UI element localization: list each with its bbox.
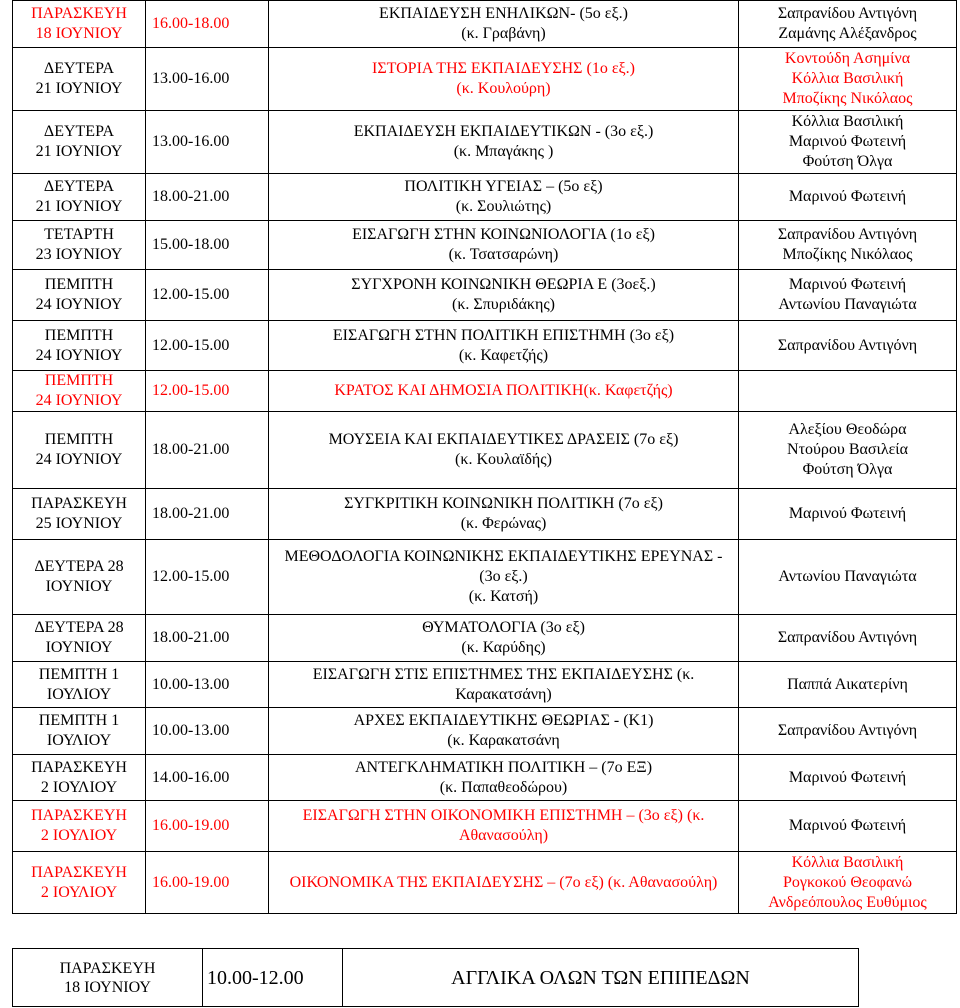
exam-schedule-table — [12, 0, 957, 914]
english-exam-day: ΠΑΡΑΣΚΕΥΗ — [59, 959, 156, 977]
course-professor: (κ. Παπαθεοδώρου) — [439, 778, 568, 796]
course-professor: (κ. Σουλιώτης) — [455, 198, 552, 215]
examiners-cell — [739, 540, 957, 615]
course-professor: (κ. Καρύδης) — [461, 639, 546, 656]
course-professor: (κ. Σπυριδάκης) — [451, 296, 555, 313]
exam-time: 10.00-13.00 — [146, 662, 269, 708]
course-cell — [269, 371, 739, 412]
examiner-name: Μαρινού Φωτεινή — [788, 768, 907, 786]
exam-day: ΔΕΥΤΕΡΑ — [43, 178, 115, 195]
course-title: ΕΚΠΑΙΔΕΥΣΗ ΕΝΗΛΙΚΩΝ- (5ο εξ.) — [379, 5, 628, 22]
examiners-cell — [739, 755, 957, 801]
exam-day: ΠΑΡΑΣΚΕΥΗ — [31, 863, 127, 881]
examiner-name: Μποζίκης Νικόλαος — [782, 90, 913, 107]
course-title: ΑΡΧΕΣ ΕΚΠΑΙΔΕΥΤΙΚΗΣ ΘΕΩΡΙΑΣ - (Κ1) — [353, 712, 654, 729]
exam-time: 18.00-21.00 — [146, 489, 269, 540]
exam-day-cell — [13, 708, 146, 755]
exam-date: ΙΟΥΛΙΟΥ — [46, 685, 112, 703]
schedule-row — [13, 48, 957, 111]
exam-day: ΠΑΡΑΣΚΕΥΗ — [31, 758, 127, 776]
examiners-cell — [739, 321, 957, 371]
course-professor: (κ. Κουλούρη) — [456, 80, 551, 97]
examiners-cell — [739, 662, 957, 708]
exam-date: 21 ΙΟΥΝΙΟΥ — [35, 80, 123, 97]
course-title: ΕΙΣΑΓΩΓΗ ΣΤΗΝ ΚΟΙΝΩΝΙΟΛΟΓΙΑ (1ο εξ) — [352, 226, 655, 243]
course-title: ΚΡΑΤΟΣ ΚΑΙ ΔΗΜΟΣΙΑ ΠΟΛΙΤΙΚΗ(κ. Καφετζής) — [334, 382, 673, 399]
english-exam-day-cell — [13, 949, 203, 1007]
course-cell — [269, 321, 739, 371]
course-professor: (κ. Κουλαϊδής) — [455, 451, 552, 468]
course-professor: (κ. Καφετζής) — [458, 346, 549, 364]
exam-time: 12.00-15.00 — [146, 371, 269, 412]
english-exam-table — [12, 948, 859, 1007]
exam-date: 18 ΙΟΥΝΙΟΥ — [35, 25, 123, 42]
exam-time: 12.00-15.00 — [146, 321, 269, 371]
examiner-name: Κόλλια Βασιλική — [791, 70, 904, 87]
exam-day: ΠΕΜΠΤΗ — [44, 372, 114, 389]
examiners-cell — [739, 801, 957, 852]
examiners-cell — [739, 708, 957, 755]
course-title: ΜΟΥΣΕΙΑ ΚΑΙ ΕΚΠΑΙΔΕΥΤΙΚΕΣ ΔΡΑΣΕΙΣ (7ο εξ) — [328, 431, 679, 448]
course-title: ΕΚΠΑΙΔΕΥΣΗ ΕΚΠΑΙΔΕΥΤΙΚΩΝ - (3ο εξ.) — [353, 123, 654, 140]
exam-time: 16.00-19.00 — [146, 852, 269, 914]
examiner-name: Αντωνίου Παναγιώτα — [778, 296, 917, 313]
course-title: ΣΥΓΚΡΙΤΙΚΗ ΚΟΙΝΩΝΙΚΗ ΠΟΛΙΤΙΚΗ (7ο εξ) — [344, 495, 663, 512]
exam-date: 24 ΙΟΥΝΙΟΥ — [35, 346, 123, 364]
exam-day: ΔΕΥΤΕΡΑ — [43, 60, 115, 77]
exam-day: ΠΕΜΠΤΗ — [44, 276, 114, 293]
exam-day-cell — [13, 852, 146, 914]
examiners-cell — [739, 852, 957, 914]
examiner-name: Ρογκοκού Θεοφανώ — [783, 873, 912, 891]
exam-time: 12.00-15.00 — [146, 270, 269, 321]
course-cell — [269, 615, 739, 662]
course-cell — [269, 270, 739, 321]
examiners-cell — [739, 371, 957, 412]
course-professor: (κ. Γραβάνη) — [461, 25, 546, 42]
course-title: ΑΝΤΕΓΚΛΗΜΑΤΙΚΗ ΠΟΛΙΤΙΚΗ – (7ο ΕΞ) — [354, 758, 653, 776]
examiner-name: Σαπρανίδου Αντιγόνη — [777, 226, 918, 243]
course-cell — [269, 801, 739, 852]
exam-date: 24 ΙΟΥΝΙΟΥ — [35, 451, 123, 468]
exam-date: 21 ΙΟΥΝΙΟΥ — [35, 143, 123, 160]
exam-day-cell — [13, 111, 146, 174]
examiner-name: Αντωνίου Παναγιώτα — [778, 568, 917, 585]
course-cell — [269, 540, 739, 615]
english-exam-date: 18 ΙΟΥΝΙΟΥ — [64, 978, 151, 996]
exam-day-cell — [13, 321, 146, 371]
schedule-row — [13, 412, 957, 489]
examiner-name: Σαπρανίδου Αντιγόνη — [777, 629, 918, 646]
schedule-row — [13, 801, 957, 852]
examiner-name: Σαπρανίδου Αντιγόνη — [777, 722, 918, 739]
course-title: ΘΥΜΑΤΟΛΟΓΙΑ (3ο εξ) — [422, 619, 585, 636]
examiner-name: Ανδρεόπουλος Ευθύμιος — [768, 893, 927, 911]
examiner-name: Παππά Αικατερίνη — [787, 675, 908, 693]
course-cell — [269, 708, 739, 755]
schedule-row — [13, 489, 957, 540]
course-cell — [269, 489, 739, 540]
exam-day-cell — [13, 540, 146, 615]
examiner-name: Μαρινού Φωτεινή — [788, 505, 907, 522]
schedule-row — [13, 371, 957, 412]
examiner-name: Κοντούδη Ασημίνα — [784, 50, 911, 67]
examiner-name: Φούτση Όλγα — [802, 461, 893, 478]
schedule-row — [13, 615, 957, 662]
course-professor: (κ. Καρακατσάνη — [447, 732, 560, 749]
schedule-row — [13, 270, 957, 321]
exam-time: 16.00-18.00 — [146, 1, 269, 48]
course-cell — [269, 662, 739, 708]
course-title: ΟΙΚΟΝΟΜΙΚΑ ΤΗΣ ΕΚΠΑΙΔΕΥΣΗΣ – (7ο εξ) (κ. Αθανασούλη) — [289, 873, 718, 891]
exam-day-cell — [13, 755, 146, 801]
exam-date: 25 ΙΟΥΝΙΟΥ — [35, 515, 123, 532]
exam-date: ΙΟΥΝΙΟΥ — [45, 639, 113, 656]
schedule-row — [13, 221, 957, 270]
exam-day-cell — [13, 489, 146, 540]
schedule-row — [13, 321, 957, 371]
course-title: ΜΕΘΟΔΟΛΟΓΙΑ ΚΟΙΝΩΝΙΚΗΣ ΕΚΠΑΙΔΕΥΤΙΚΗΣ ΕΡΕΥΝΑΣ - (3ο εξ.) — [284, 548, 723, 585]
course-cell — [269, 1, 739, 48]
exam-date: 21 ΙΟΥΝΙΟΥ — [35, 198, 123, 215]
exam-date: 23 ΙΟΥΝΙΟΥ — [35, 246, 123, 263]
examiner-name: Σαπρανίδου Αντιγόνη — [777, 336, 918, 354]
course-professor: (κ. Τσατσαρώνη) — [448, 246, 559, 263]
exam-time: 14.00-16.00 — [146, 755, 269, 801]
english-exam-row — [13, 949, 859, 1007]
exam-date: 2 ΙΟΥΛΙΟΥ — [40, 883, 118, 901]
examiner-name: Ζαμάνης Αλέξανδρος — [778, 25, 917, 42]
examiner-name: Κόλλια Βασιλική — [791, 113, 904, 130]
exam-day-cell — [13, 662, 146, 708]
schedule-row — [13, 708, 957, 755]
english-exam-course: ΑΓΓΛΙΚΑ ΟΛΩΝ ΤΩΝ ΕΠΙΠΕΔΩΝ — [343, 949, 859, 1007]
course-cell — [269, 48, 739, 111]
exam-day-cell — [13, 1, 146, 48]
exam-time: 18.00-21.00 — [146, 412, 269, 489]
examiners-cell — [739, 1, 957, 48]
exam-day-cell — [13, 371, 146, 412]
exam-time: 18.00-21.00 — [146, 174, 269, 221]
schedule-row — [13, 662, 957, 708]
course-title: ΠΟΛΙΤΙΚΗ ΥΓΕΙΑΣ – (5ο εξ) — [404, 178, 603, 195]
course-cell — [269, 755, 739, 801]
exam-date: 2 ΙΟΥΛΙΟΥ — [40, 827, 118, 844]
schedule-row — [13, 174, 957, 221]
exam-day-cell — [13, 174, 146, 221]
examiner-name: Κόλλια Βασιλική — [791, 853, 904, 871]
course-professor: (κ. Φερώνας) — [460, 515, 547, 532]
exam-time: 10.00-13.00 — [146, 708, 269, 755]
exam-date: ΙΟΥΛΙΟΥ — [46, 732, 112, 749]
exam-time: 13.00-16.00 — [146, 111, 269, 174]
course-cell — [269, 221, 739, 270]
exam-day-cell — [13, 412, 146, 489]
exam-day: ΤΕΤΑΡΤΗ — [44, 226, 114, 243]
exam-day: ΠΕΜΠΤΗ 1 — [38, 712, 120, 729]
exam-day: ΠΕΜΠΤΗ — [44, 431, 114, 448]
exam-day-cell — [13, 48, 146, 111]
course-title: ΕΙΣΑΓΩΓΗ ΣΤΗΝ ΠΟΛΙΤΙΚΗ ΕΠΙΣΤΗΜΗ (3ο εξ) — [332, 326, 675, 344]
schedule-row — [13, 852, 957, 914]
course-title: ΕΙΣΑΓΩΓΗ ΣΤΙΣ ΕΠΙΣΤΗΜΕΣ ΤΗΣ ΕΚΠΑΙΔΕΥΣΗΣ (κ. Καρακατσάνη) — [312, 665, 695, 703]
examiners-cell — [739, 174, 957, 221]
exam-day-cell — [13, 270, 146, 321]
exam-time: 12.00-15.00 — [146, 540, 269, 615]
exam-time: 15.00-18.00 — [146, 221, 269, 270]
schedule-row — [13, 111, 957, 174]
examiners-cell — [739, 412, 957, 489]
course-title: ΣΥΓΧΡΟΝΗ ΚΟΙΝΩΝΙΚΗ ΘΕΩΡΙΑ Ε (3οεξ.) — [351, 276, 656, 293]
exam-day: ΔΕΥΤΕΡΑ 28 — [34, 619, 124, 636]
exam-day: ΠΑΡΑΣΚΕΥΗ — [31, 807, 127, 824]
exam-day: ΔΕΥΤΕΡΑ — [43, 123, 115, 140]
examiner-name: Αλεξίου Θεοδώρα — [788, 421, 907, 438]
english-exam-time: 10.00-12.00 — [203, 949, 343, 1007]
course-title: ΕΙΣΑΓΩΓΗ ΣΤΗΝ ΟΙΚΟΝΟΜΙΚΗ ΕΠΙΣΤΗΜΗ – (3ο εξ) (κ. Αθανασούλη) — [302, 807, 705, 844]
examiner-name: Μαρινού Φωτεινή — [788, 276, 907, 293]
examiner-name: Μαρινού Φωτεινή — [788, 133, 907, 150]
examiner-name: Μαρινού Φωτεινή — [788, 188, 907, 205]
examiners-cell — [739, 48, 957, 111]
examiner-name: Μαρινού Φωτεινή — [788, 817, 907, 834]
examiners-cell — [739, 270, 957, 321]
schedule-row — [13, 1, 957, 48]
course-cell — [269, 111, 739, 174]
course-professor: (κ. Κατσή) — [468, 588, 539, 605]
course-cell — [269, 174, 739, 221]
exam-date: 2 ΙΟΥΛΙΟΥ — [40, 778, 118, 796]
examiners-cell — [739, 489, 957, 540]
exam-day-cell — [13, 801, 146, 852]
course-cell — [269, 852, 739, 914]
exam-day-cell — [13, 221, 146, 270]
course-professor: (κ. Μπαγάκης ) — [453, 143, 554, 160]
course-cell — [269, 412, 739, 489]
exam-day-cell — [13, 615, 146, 662]
examiner-name: Φούτση Όλγα — [802, 153, 893, 170]
exam-time: 18.00-21.00 — [146, 615, 269, 662]
schedule-row — [13, 540, 957, 615]
exam-day: ΠΑΡΑΣΚΕΥΗ — [31, 495, 127, 512]
exam-day: ΠΕΜΠΤΗ 1 — [38, 665, 120, 683]
exam-day: ΠΕΜΠΤΗ — [44, 326, 114, 344]
exam-date: ΙΟΥΝΙΟΥ — [45, 578, 113, 595]
exam-day: ΔΕΥΤΕΡΑ 28 — [34, 558, 124, 575]
exam-time: 13.00-16.00 — [146, 48, 269, 111]
examiners-cell — [739, 221, 957, 270]
exam-date: 24 ΙΟΥΝΙΟΥ — [35, 296, 123, 313]
examiners-cell — [739, 111, 957, 174]
examiners-cell — [739, 615, 957, 662]
examiner-name: Σαπρανίδου Αντιγόνη — [777, 5, 918, 22]
examiner-name: Μποζίκης Νικόλαος — [782, 246, 913, 263]
course-title: ΙΣΤΟΡΙΑ ΤΗΣ ΕΚΠΑΙΔΕΥΣΗΣ (1ο εξ.) — [372, 60, 635, 77]
schedule-row — [13, 755, 957, 801]
schedule-body — [13, 1, 957, 914]
exam-day: ΠΑΡΑΣΚΕΥΗ — [31, 5, 127, 22]
exam-date: 24 ΙΟΥΝΙΟΥ — [35, 392, 123, 409]
exam-time: 16.00-19.00 — [146, 801, 269, 852]
examiner-name: Ντούρου Βασιλεία — [787, 441, 908, 458]
